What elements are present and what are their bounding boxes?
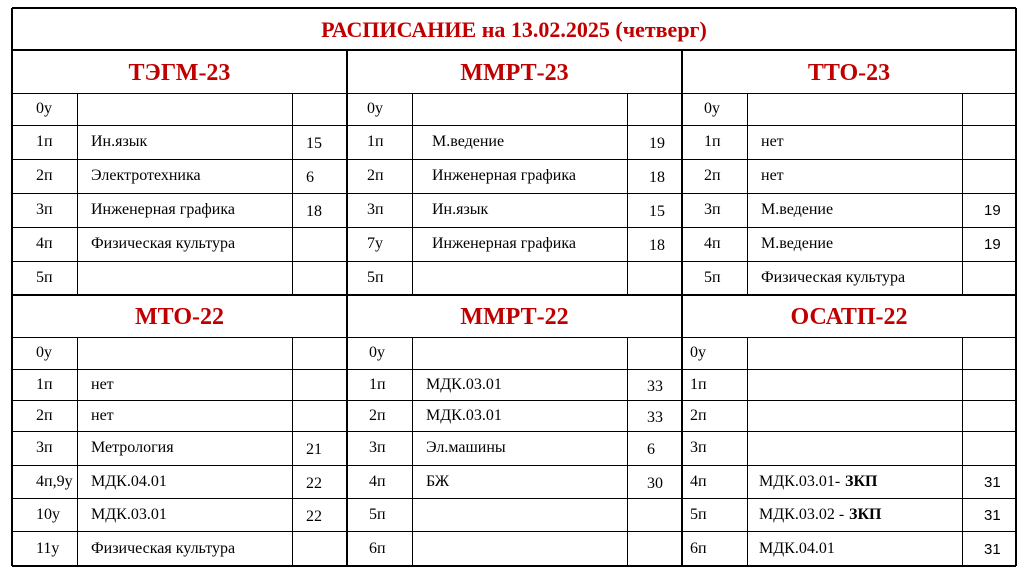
grid-hline xyxy=(12,193,1016,194)
lesson-number: 4п xyxy=(690,473,707,490)
group-header: МТО-22 xyxy=(134,304,224,330)
grid-hline xyxy=(12,125,1016,126)
lesson-subject: Физическая культура xyxy=(91,540,236,557)
lesson-subject: М.ведение xyxy=(761,235,834,252)
lesson-room: 33 xyxy=(647,409,663,426)
lesson-subject: МДК.03.01 xyxy=(91,506,167,523)
lesson-subject-mark: ЗКП xyxy=(849,506,882,523)
block-divider xyxy=(12,294,1016,296)
column-divider xyxy=(412,337,413,566)
grid-hline xyxy=(12,337,1016,338)
lesson-number: 1п xyxy=(690,376,707,393)
lesson-number: 3п xyxy=(367,201,384,218)
lesson-room: 6 xyxy=(306,169,314,186)
lesson-subject: Инженерная графика xyxy=(432,235,576,252)
lesson-subject: Физическая культура xyxy=(761,269,906,286)
lesson-number: 2п xyxy=(36,407,53,424)
lesson-room: 6 xyxy=(647,441,655,458)
lesson-number: 5п xyxy=(369,506,386,523)
lesson-room: 31 xyxy=(984,541,1001,558)
lesson-number: 3п xyxy=(36,201,53,218)
table-border-left xyxy=(11,8,13,566)
lesson-room: 30 xyxy=(647,475,663,492)
lesson-number: 2п xyxy=(369,407,386,424)
lesson-number: 0у xyxy=(369,344,385,361)
lesson-number: 2п xyxy=(704,167,721,184)
lesson-subject: Метрология xyxy=(91,439,174,456)
lesson-number: 4п xyxy=(369,473,386,490)
lesson-number: 4п xyxy=(36,235,53,252)
title-divider xyxy=(12,49,1016,51)
group-header: ММРТ-23 xyxy=(460,60,569,86)
group-header: ТЭГМ-23 xyxy=(128,60,231,86)
lesson-room: 15 xyxy=(306,135,322,152)
lesson-room: 22 xyxy=(306,508,322,525)
lesson-subject: Эл.машины xyxy=(426,439,506,456)
lesson-number: 0у xyxy=(36,100,52,117)
lesson-room: 33 xyxy=(647,378,663,395)
page-title: РАСПИСАНИЕ на 13.02.2025 (четверг) xyxy=(321,17,707,42)
lesson-subject: М.ведение xyxy=(761,201,834,218)
lesson-subject: МДК.03.01 xyxy=(426,376,502,393)
grid-hline xyxy=(12,431,1016,432)
grid-hline xyxy=(12,227,1016,228)
lesson-room: 18 xyxy=(649,237,665,254)
lesson-subject: нет xyxy=(91,376,114,393)
lesson-number: 5п xyxy=(36,269,53,286)
lesson-subject: Ин.язык xyxy=(432,201,489,218)
lesson-subject: БЖ xyxy=(426,473,450,490)
lesson-number: 2п xyxy=(36,167,53,184)
lesson-room: 19 xyxy=(649,135,665,152)
lesson-number: 2п xyxy=(367,167,384,184)
lesson-number: 1п xyxy=(36,133,53,150)
lesson-number: 0у xyxy=(690,344,706,361)
column-divider xyxy=(292,337,293,566)
column-divider xyxy=(627,93,628,295)
lesson-room: 18 xyxy=(306,203,322,220)
lesson-number: 1п xyxy=(36,376,53,393)
lesson-room: 31 xyxy=(984,507,1001,524)
lesson-subject-mark: ЗКП xyxy=(845,473,878,490)
lesson-subject: нет xyxy=(761,167,784,184)
lesson-number: 2п xyxy=(690,407,707,424)
lesson-number: 3п xyxy=(36,439,53,456)
grid-hline xyxy=(12,498,1016,499)
lesson-number: 5п xyxy=(367,269,384,286)
lesson-subject: МДК.04.01 xyxy=(759,540,835,557)
lesson-number: 10у xyxy=(36,506,60,523)
grid-hline xyxy=(12,400,1016,401)
column-divider xyxy=(412,93,413,295)
grid-hline xyxy=(12,159,1016,160)
lesson-subject: МДК.03.01 xyxy=(426,407,502,424)
lesson-subject: МДК.03.01- xyxy=(759,473,841,490)
column-divider xyxy=(77,93,78,295)
table-border-bottom xyxy=(12,565,1016,567)
lesson-subject: Инженерная графика xyxy=(432,167,576,184)
group-header: ММРТ-22 xyxy=(460,304,569,330)
lesson-number: 0у xyxy=(367,100,383,117)
lesson-room: 22 xyxy=(306,475,322,492)
lesson-number: 4п,9у xyxy=(36,473,73,490)
lesson-subject: Физическая культура xyxy=(91,235,236,252)
lesson-subject: МДК.03.02 - xyxy=(759,506,845,523)
group-header: ТТО-23 xyxy=(807,60,891,86)
grid-hline xyxy=(12,531,1016,532)
column-divider xyxy=(962,93,963,295)
lesson-number: 1п xyxy=(704,133,721,150)
lesson-subject: Электротехника xyxy=(91,167,201,184)
grid-hline xyxy=(12,261,1016,262)
table-border-right xyxy=(1015,8,1017,566)
column-divider xyxy=(747,337,748,566)
grid-hline xyxy=(12,93,1016,94)
column-divider xyxy=(77,337,78,566)
lesson-number: 0у xyxy=(704,100,720,117)
lesson-number: 0у xyxy=(36,344,52,361)
lesson-number: 6п xyxy=(369,540,386,557)
table-border-top xyxy=(12,7,1016,9)
lesson-subject: Инженерная графика xyxy=(91,201,235,218)
column-divider xyxy=(962,337,963,566)
column-divider xyxy=(747,93,748,295)
grid-hline xyxy=(12,465,1016,466)
lesson-number: 1п xyxy=(367,133,384,150)
lesson-number: 5п xyxy=(704,269,721,286)
lesson-number: 7у xyxy=(367,235,383,252)
lesson-subject: нет xyxy=(91,407,114,424)
lesson-room: 31 xyxy=(984,474,1001,491)
lesson-number: 3п xyxy=(704,201,721,218)
lesson-room: 18 xyxy=(649,169,665,186)
lesson-number: 3п xyxy=(690,439,707,456)
lesson-subject: МДК.04.01 xyxy=(91,473,167,490)
lesson-number: 3п xyxy=(369,439,386,456)
lesson-number: 5п xyxy=(690,506,707,523)
lesson-number: 4п xyxy=(704,235,721,252)
lesson-room: 21 xyxy=(306,441,322,458)
lesson-subject: М.ведение xyxy=(432,133,505,150)
lesson-room: 19 xyxy=(984,202,1001,219)
lesson-number: 6п xyxy=(690,540,707,557)
lesson-subject: Ин.язык xyxy=(91,133,148,150)
lesson-room: 19 xyxy=(984,236,1001,253)
lesson-subject: нет xyxy=(761,133,784,150)
column-divider xyxy=(292,93,293,295)
lesson-room: 15 xyxy=(649,203,665,220)
group-header: ОСАТП-22 xyxy=(790,304,908,330)
grid-hline xyxy=(12,369,1016,370)
lesson-number: 11у xyxy=(36,540,60,557)
lesson-number: 1п xyxy=(369,376,386,393)
column-divider xyxy=(627,337,628,566)
